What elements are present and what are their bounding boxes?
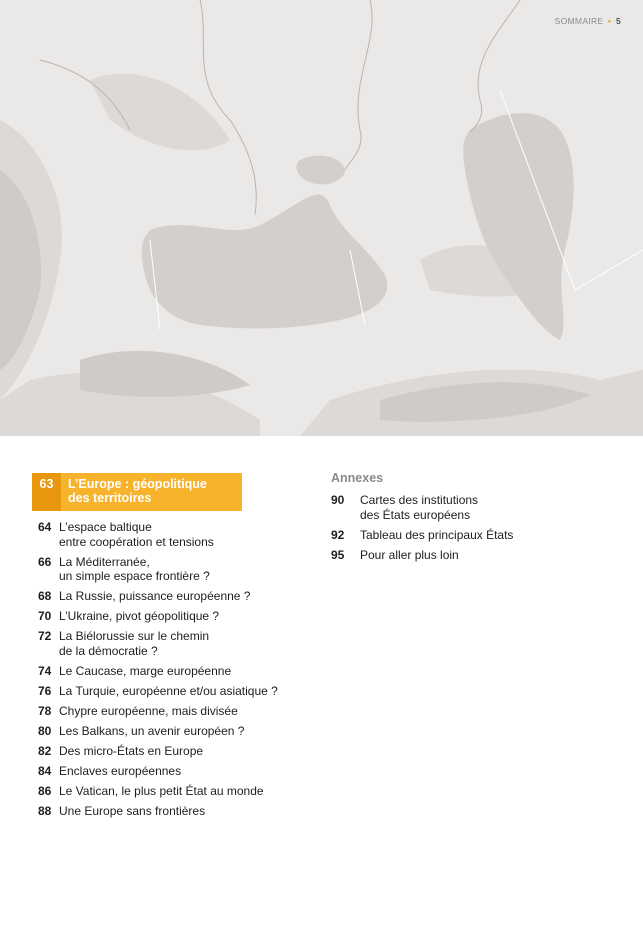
annex-page: 90 — [331, 493, 345, 507]
toc-page: 66 — [38, 554, 52, 569]
page-number: 5 — [615, 16, 621, 26]
toc-label: La Russie, puissance européenne ? — [59, 589, 251, 603]
toc-entry — [38, 764, 308, 779]
toc-label: L’espace baltique entre coopération et tensions — [59, 520, 214, 549]
toc-entry — [38, 684, 308, 699]
toc-entry — [38, 704, 308, 719]
toc-page: 80 — [38, 723, 52, 738]
toc-page: 78 — [38, 703, 52, 718]
annex-label: Cartes des institutions des États européens — [360, 493, 479, 522]
toc-page: 72 — [38, 629, 52, 643]
annex-page: 92 — [331, 527, 345, 542]
toc-label: La Turquie, européenne et/ou asiatique ? — [59, 683, 278, 698]
annex-label: Pour aller plus loin — [360, 547, 459, 562]
table-of-contents — [38, 520, 308, 824]
annex-page: 95 — [331, 547, 345, 562]
toc-entry — [38, 664, 308, 679]
bullet-separator: • — [605, 16, 614, 26]
toc-page: 70 — [38, 609, 52, 623]
toc-entry — [38, 804, 308, 819]
toc-page: 76 — [38, 683, 52, 698]
toc-entry — [38, 555, 308, 584]
toc-label: Les Balkans, un avenir européen ? — [59, 723, 245, 738]
toc-label: Des micro-États en Europe — [59, 743, 204, 758]
toc-entry — [38, 520, 308, 549]
section-heading — [32, 473, 242, 511]
toc-page: 74 — [38, 663, 52, 678]
annex-entry — [331, 528, 591, 543]
toc-label: Le Caucase, marge européenne — [59, 663, 232, 678]
toc-label: La Méditerranée, un simple espace frontière ? — [59, 554, 210, 583]
annexes-heading: Annexes — [331, 471, 384, 485]
toc-label: Une Europe sans frontières — [59, 803, 206, 818]
toc-page: 84 — [38, 763, 52, 778]
toc-entry — [38, 629, 308, 658]
toc-label: Chypre européenne, mais divisée — [59, 703, 238, 718]
toc-page: 68 — [38, 589, 52, 603]
annex-entry — [331, 548, 591, 563]
toc-page: 88 — [38, 803, 52, 818]
caspian-sea — [463, 113, 574, 340]
toc-page: 64 — [38, 520, 52, 534]
toc-entry — [38, 784, 308, 799]
black-sea — [142, 195, 387, 329]
annex-entry — [331, 493, 591, 522]
toc-label: Enclaves européennes — [59, 763, 182, 778]
annexes-list — [331, 493, 591, 562]
toc-label: L’Ukraine, pivot géopolitique ? — [59, 609, 220, 623]
toc-page: 86 — [38, 783, 52, 798]
section-page-number: 63 — [32, 473, 61, 511]
annexes-section — [331, 471, 591, 568]
relief-map — [0, 0, 643, 436]
toc-page: 82 — [38, 743, 52, 758]
toc-entry — [38, 589, 308, 604]
section-title: L’Europe : géopolitique des territoires — [68, 477, 207, 505]
toc-label: La Biélorussie sur le chemin de la démocratie ? — [59, 629, 210, 658]
section-label: SOMMAIRE — [554, 16, 604, 26]
sea-of-azov — [296, 156, 345, 185]
annex-label: Tableau des principaux États — [360, 527, 514, 542]
toc-entry — [38, 744, 308, 759]
running-head — [555, 16, 621, 26]
toc-label: Le Vatican, le plus petit État au monde — [59, 783, 264, 798]
toc-entry — [38, 609, 308, 624]
toc-entry — [38, 724, 308, 739]
map-graphic — [0, 0, 643, 436]
